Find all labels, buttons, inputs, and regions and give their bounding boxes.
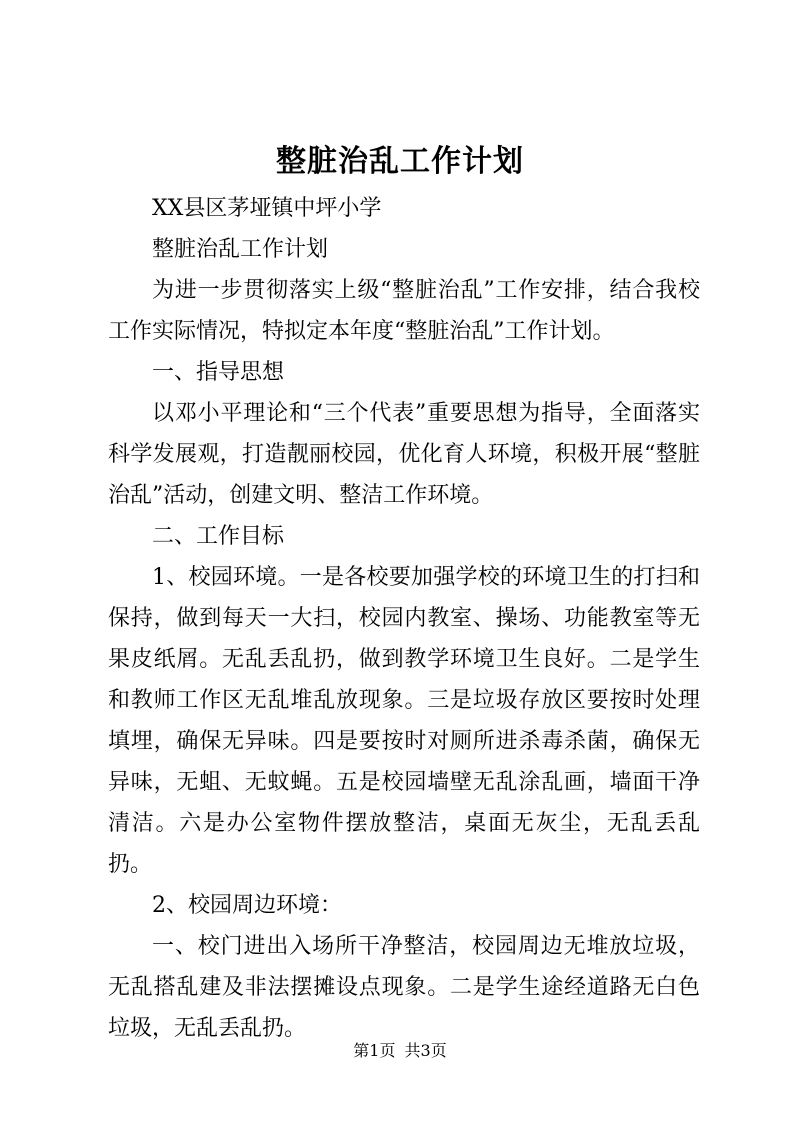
surrounding-environment-heading: 2、校园周边环境： <box>152 893 342 918</box>
section-heading-guiding-thought: 一、指导思想 <box>152 360 285 385</box>
surrounding-environment-paragraph: 一、校门进出入场所干净整洁，校园周边无堆放垃圾，无乱搭乱建及非法摆摊设点现象。二是学生途经道路无白色垃圾，无乱丢乱扔。 <box>108 934 700 1041</box>
document-body <box>108 188 700 1049</box>
page-total: 共3页 <box>404 1041 447 1060</box>
page-number: 第1页 <box>353 1041 396 1060</box>
section-heading-work-goals: 二、工作目标 <box>152 524 285 549</box>
page-footer <box>0 1040 800 1062</box>
guiding-thought-paragraph: 以邓小平理论和“三个代表”重要思想为指导，全面落实科学发展观，打造靓丽校园，优化育人环境，积极开展“整脏治乱”活动，创建文明、整洁工作环境。 <box>108 401 700 508</box>
intro-paragraph: 为进一步贯彻落实上级“整脏治乱”工作安排，结合我校工作实际情况，特拟定本年度“整脏治乱”工作计划。 <box>108 278 700 344</box>
subtitle: 整脏治乱工作计划 <box>152 237 329 262</box>
document-title: 整脏治乱工作计划 <box>276 144 524 179</box>
school-name: XX县区茅垭镇中坪小学 <box>152 196 382 221</box>
campus-environment-paragraph: 1、校园环境。一是各校要加强学校的环境卫生的打扫和保持，做到每天一大扫，校园内教室、操场、功能教室等无果皮纸屑。无乱丢乱扔，做到教学环境卫生良好。二是学生和教师工作区无乱堆乱放现象。三是垃圾存放区要按时处理填埋，确保无异味。四是要按时对厕所进杀毒杀菌，确保无异味，无蛆、无蚊蝇。五是校园墙壁无乱涂乱画，墙面干净清洁。六是办公室物件摆放整洁，桌面无灰尘，无乱丢乱扔。 <box>108 565 700 877</box>
